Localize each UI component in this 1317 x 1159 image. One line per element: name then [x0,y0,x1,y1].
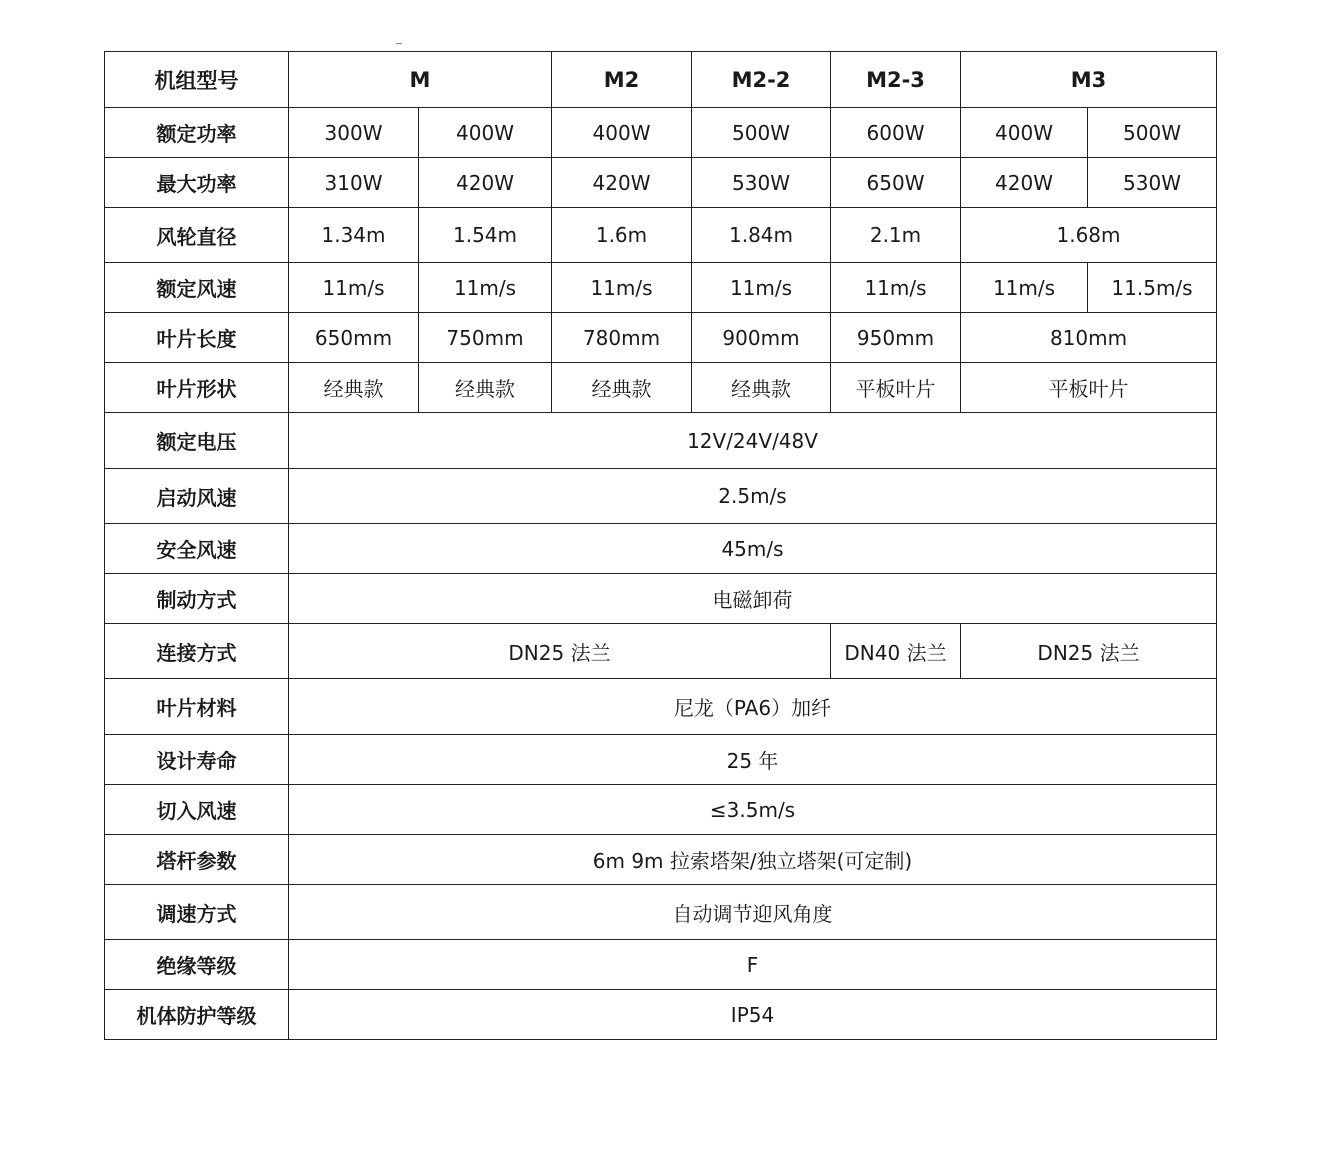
table-cell: 310W [289,158,419,208]
table-cell: 11m/s [831,263,961,313]
table-cell: 45m/s [289,524,1217,574]
table-cell: 420W [961,158,1088,208]
row-safety-wind-speed [105,524,1217,574]
table-cell: 420W [419,158,552,208]
table-cell: 650mm [289,313,419,363]
table-cell: 400W [552,108,692,158]
table-cell: 11m/s [419,263,552,313]
table-cell: 530W [1088,158,1217,208]
row-max-power [105,158,1217,208]
table-cell: 650W [831,158,961,208]
row-label: 风轮直径 [105,208,289,263]
row-label: 切入风速 [105,785,289,835]
model-m2-3: M2-3 [831,52,961,108]
table-cell: 300W [289,108,419,158]
row-startup-wind-speed [105,469,1217,524]
table-cell: 810mm [961,313,1217,363]
table-cell: 电磁卸荷 [289,574,1217,624]
table-cell: 1.54m [419,208,552,263]
row-rated-voltage [105,413,1217,469]
spec-table [104,51,1217,1040]
table-cell: 950mm [831,313,961,363]
table-cell: 经典款 [289,363,419,413]
row-connection-method [105,624,1217,679]
row-label: 设计寿命 [105,735,289,785]
table-cell: 11m/s [552,263,692,313]
row-speed-regulation [105,885,1217,940]
table-cell: 1.34m [289,208,419,263]
row-label: 叶片长度 [105,313,289,363]
table-cell: 2.1m [831,208,961,263]
row-design-life [105,735,1217,785]
row-label: 制动方式 [105,574,289,624]
row-rated-power [105,108,1217,158]
row-cut-in-wind-speed [105,785,1217,835]
table-cell: 400W [961,108,1088,158]
row-protection-class [105,990,1217,1040]
row-label: 安全风速 [105,524,289,574]
table-cell: DN25 法兰 [961,624,1217,679]
table-cell: 1.6m [552,208,692,263]
table-cell: 经典款 [419,363,552,413]
model-m2: M2 [552,52,692,108]
table-cell: ≤3.5m/s [289,785,1217,835]
table-cell: 900mm [692,313,831,363]
table-cell: 600W [831,108,961,158]
table-cell: 400W [419,108,552,158]
row-label: 启动风速 [105,469,289,524]
table-cell: 经典款 [692,363,831,413]
table-cell: 11m/s [289,263,419,313]
table-cell: 平板叶片 [831,363,961,413]
row-label: 最大功率 [105,158,289,208]
table-cell: DN40 法兰 [831,624,961,679]
header-label: 机组型号 [105,52,289,108]
table-cell: 尼龙（PA6）加纤 [289,679,1217,735]
model-m2-2: M2-2 [692,52,831,108]
table-cell: 750mm [419,313,552,363]
row-insulation-class [105,940,1217,990]
table-cell: 12V/24V/48V [289,413,1217,469]
table-cell: 780mm [552,313,692,363]
row-blade-material [105,679,1217,735]
row-label: 调速方式 [105,885,289,940]
row-rotor-diameter [105,208,1217,263]
row-label: 塔杆参数 [105,835,289,885]
row-label: 额定功率 [105,108,289,158]
row-label: 叶片形状 [105,363,289,413]
row-blade-shape [105,363,1217,413]
row-label: 绝缘等级 [105,940,289,990]
row-label: 额定电压 [105,413,289,469]
row-label: 连接方式 [105,624,289,679]
table-cell: F [289,940,1217,990]
row-label: 叶片材料 [105,679,289,735]
table-cell: 11m/s [961,263,1088,313]
table-cell: 经典款 [552,363,692,413]
table-cell: 平板叶片 [961,363,1217,413]
table-cell: DN25 法兰 [289,624,831,679]
row-rated-wind-speed [105,263,1217,313]
row-tower-parameters [105,835,1217,885]
table-cell: 11.5m/s [1088,263,1217,313]
model-m: M [289,52,552,108]
table-cell: IP54 [289,990,1217,1040]
table-cell: 自动调节迎风角度 [289,885,1217,940]
table-cell: 25 年 [289,735,1217,785]
header-row [105,52,1217,108]
row-label: 机体防护等级 [105,990,289,1040]
table-cell: 6m 9m 拉索塔架/独立塔架(可定制) [289,835,1217,885]
table-cell: 500W [1088,108,1217,158]
table-cell: 11m/s [692,263,831,313]
table-cell: 2.5m/s [289,469,1217,524]
row-braking-method [105,574,1217,624]
row-label: 额定风速 [105,263,289,313]
table-cell: 1.84m [692,208,831,263]
table-cell: 1.68m [961,208,1217,263]
model-m3: M3 [961,52,1217,108]
top-mark [396,43,402,44]
table-cell: 500W [692,108,831,158]
row-blade-length [105,313,1217,363]
table-cell: 530W [692,158,831,208]
table-cell: 420W [552,158,692,208]
